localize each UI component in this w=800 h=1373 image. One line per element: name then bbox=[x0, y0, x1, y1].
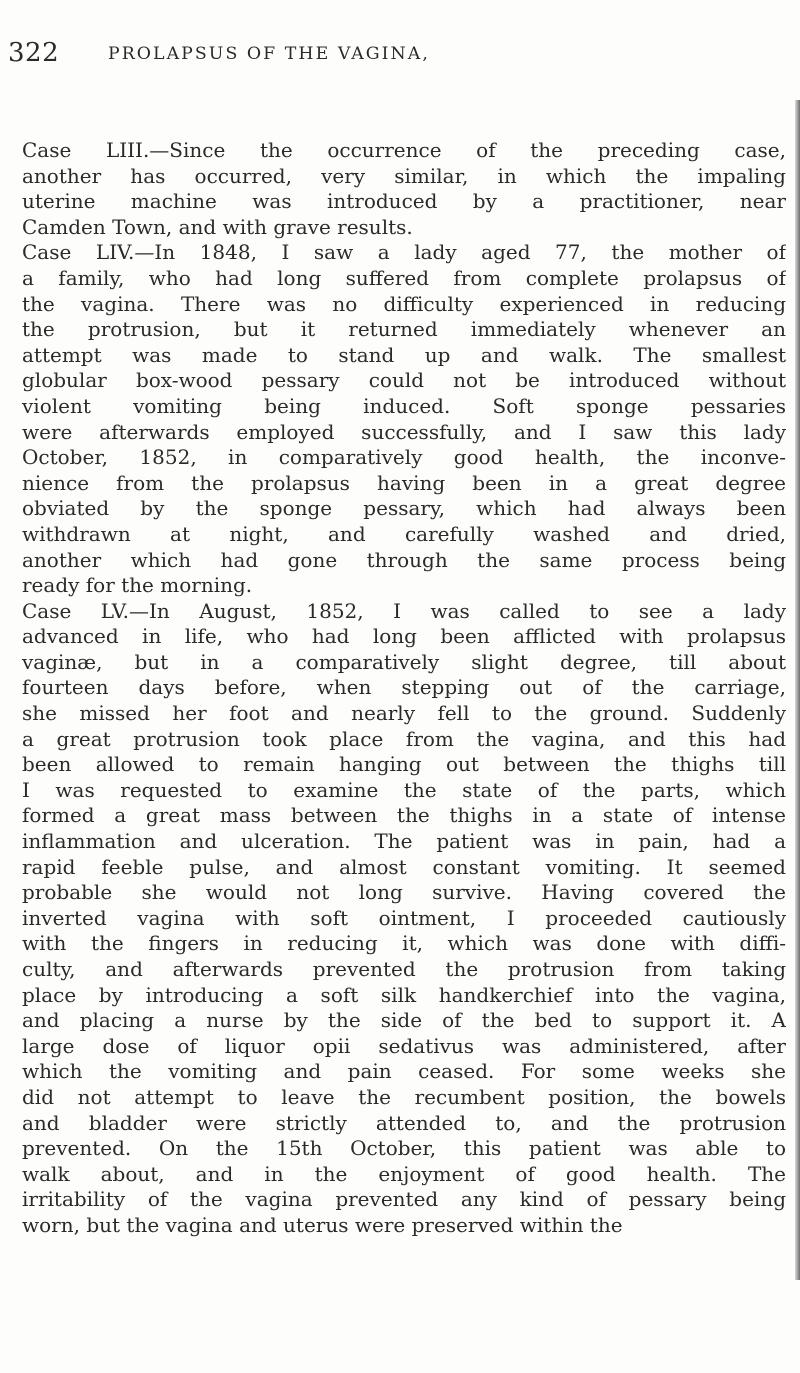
text-line: did not attempt to leave the recumbent position, the bowels bbox=[22, 1084, 786, 1109]
text-line: nience from the prolapsus having been in a great degree bbox=[22, 470, 786, 495]
text-line: ready for the morning. bbox=[22, 573, 253, 598]
text-line: Camden Town, and with grave results. bbox=[22, 214, 413, 239]
text-line: withdrawn at night, and carefully washed and dried, bbox=[22, 521, 786, 546]
text-line: obviated by the sponge pessary, which had always been bbox=[22, 496, 786, 521]
text-line: fourteen days before, when stepping out of the carriage, bbox=[22, 675, 786, 700]
text-line: irritability of the vagina prevented any kind of pessary being bbox=[22, 1187, 786, 1212]
text-line: were afterwards employed successfully, and I saw this lady bbox=[22, 419, 786, 444]
text-line: large dose of liquor opii sedativus was administered, after bbox=[22, 1033, 786, 1058]
text-line: with the fingers in reducing it, which was done with diffi- bbox=[22, 931, 786, 956]
text-line: walk about, and in the enjoyment of good health. The bbox=[22, 1161, 786, 1186]
page-header bbox=[8, 38, 748, 72]
text-line: a great protrusion took place from the vagina, and this had bbox=[22, 726, 786, 751]
text-line: been allowed to remain hanging out between the thighs till bbox=[22, 752, 786, 777]
text-line: rapid feeble pulse, and almost constant vomiting. It seemed bbox=[22, 854, 786, 879]
text-line: Case LIII.—Since the occurrence of the preceding case, bbox=[22, 138, 786, 162]
text-line: a family, who had long suffered from complete prolapsus of bbox=[22, 265, 786, 290]
text-line: another which had gone through the same process being bbox=[22, 547, 786, 572]
body-text bbox=[22, 138, 786, 1239]
text-line: worn, but the vagina and uterus were preserved within the bbox=[22, 1212, 623, 1237]
text-line: advanced in life, who had long been afflicted with prolapsus bbox=[22, 624, 786, 649]
text-line: and placing a nurse by the side of the bed to support it. A bbox=[22, 1008, 786, 1033]
text-line: the protrusion, but it returned immediately whenever an bbox=[22, 317, 786, 342]
text-line: formed a great mass between the thighs in a state of intense bbox=[22, 803, 786, 828]
text-line: which the vomiting and pain ceased. For some weeks she bbox=[22, 1059, 786, 1084]
text-line: violent vomiting being induced. Soft sponge pessaries bbox=[22, 393, 786, 418]
text-line: probable she would not long survive. Having covered the bbox=[22, 880, 786, 905]
page-number: 322 bbox=[8, 38, 60, 68]
text-line: Case LIV.—In 1848, I saw a lady aged 77, the mother of bbox=[22, 240, 786, 265]
text-line: inverted vagina with soft ointment, I proceeded cautiously bbox=[22, 905, 786, 930]
text-line: vaginæ, but in a comparatively slight degree, till about bbox=[22, 649, 786, 674]
text-line: I was requested to examine the state of the parts, which bbox=[22, 777, 786, 802]
text-line: and bladder were strictly attended to, and the protrusion bbox=[22, 1110, 786, 1135]
text-line: prevented. On the 15th October, this patient was able to bbox=[22, 1136, 786, 1161]
text-line: place by introducing a soft silk handkerchief into the vagina, bbox=[22, 982, 786, 1007]
text-line: she missed her foot and nearly fell to the ground. Suddenly bbox=[22, 701, 786, 726]
text-line: culty, and afterwards prevented the protrusion from taking bbox=[22, 957, 786, 981]
text-line: the vagina. There was no difficulty experienced in reducing bbox=[22, 291, 786, 316]
text-line: Case LV.—In August, 1852, I was called to see a lady bbox=[22, 598, 786, 623]
text-line: inflammation and ulceration. The patient was in pain, had a bbox=[22, 829, 786, 854]
running-head: PROLAPSUS OF THE VAGINA, bbox=[108, 44, 430, 64]
text-line: attempt was made to stand up and walk. The smallest bbox=[22, 342, 786, 367]
text-line: another has occurred, very similar, in which the impaling bbox=[22, 163, 786, 188]
text-line: globular box-wood pessary could not be introduced without bbox=[22, 368, 786, 393]
text-line: uterine machine was introduced by a practitioner, near bbox=[22, 189, 786, 214]
page-edge-shadow bbox=[795, 100, 800, 1280]
text-line: October, 1852, in comparatively good health, the inconve- bbox=[22, 445, 786, 470]
